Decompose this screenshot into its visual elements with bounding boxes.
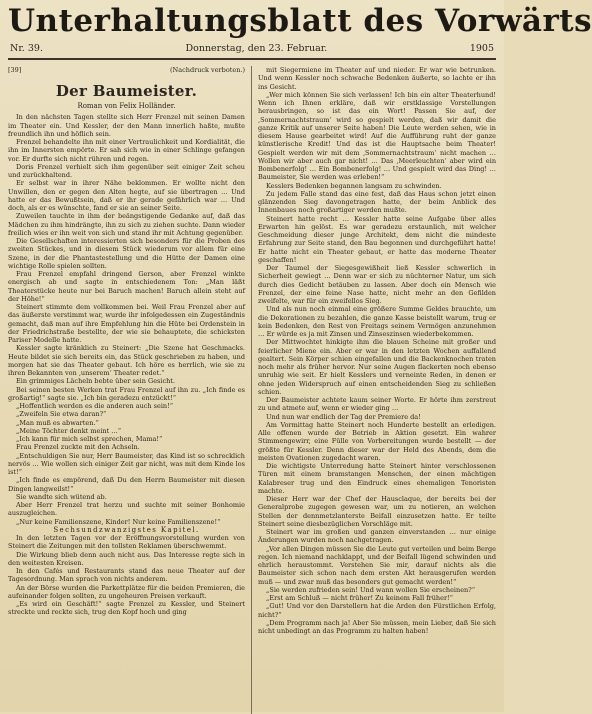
masthead-title: Unterhaltungsblatt des Vorwärts [8,3,592,39]
paragraph: Zu jedem Falle stand das eine fest, daß das Haus schon jetzt einen glänzenden Sieg davongetragen hatte, der beim Anblick des Innenbaues noch großartiger werden mußte. [258,189,496,215]
paragraph: Und als nun noch einmal eine größere Summe Geldes brauchte, um die Dekorationen zu bezahlen, die ganze Kasse beistellt warum, trug er kein Bedenken, den Rest von Freitags seinem Vermögen anzunehmen … Er würde es ja mit Zinsen und Zinseszinsen wiederbekommen. [258,305,496,338]
paragraph: Am Vormittag hatte Steinert noch Hunderte bestellt an erledigen. Alle offenen wurde der Betrieb in Aktion gesetzt. Ein wahrer Stimmengewirr, eine Fülle von Vorbereitungen wurde bestellt — der größte für Kessler. Denn dieser war der Held des Abends, dem die meisten Ovationen zugedacht waren. [258,420,496,462]
paragraph: Kessler sagte kränklich zu Steinert: „Die Szene hat Geschmacks. Heute bildet sie sich bereits ein, das Stück geschrieben zu haben, und morgen hat sie das Theater gebaut. Ich höre es herrlich, wie sie zu ihren Bekannten von ‚unserem‘ Theater redet.“ [8,344,245,377]
paragraph: Die wichtigste Unterredung hatte Steinert hinter verschlossenen Türen mit einem bramstangen Menschen, der einen mächtigen Kalabreser trug und den Eindruck eines ehemaligen Tenoristen machte. [258,462,496,495]
paragraph: Sie wandte sich wütend ab. [16,492,107,501]
left-body [8,113,245,526]
paragraph: Der Taumel der Siegesgewißheit ließ Kessler schwerlich in Sicherheit gewiegt … Denn war er sich zu nüchterner Natur, um sich durch dies Gedicht betäuben zu lassen. Aber doch ein Mensch wie Frenzel, der eine feine Nase hatte, nicht mehr an den Gefilden zweifelte, war für ein zweifellos Sieg. [258,264,496,305]
paragraph: „Nur keine Familienszene, Kinder! Nur keine Familienszene!“ [16,517,221,526]
section-number: [39] [8,66,22,74]
paragraph: Dieser Herr war der Chef der Hausclaque, der bereits bei der Generalprobe zugegen gewesen war, um zu notieren, an welchen Stellen der dennmetzlanterste Beifall einzusetzen hatte. Er teilte Steinert seine diesbezüglichen Vorschläge mit. [258,495,496,528]
paragraph: Frau Frenzel zuckte mit den Achseln. [16,443,140,452]
paragraph: „Entschuldigen Sie nur, Herr Baumeister, das Kind ist so schrecklich nervös … Wie wollen sich einiger Zeit gar nicht, was mit dem Kinde los ist!“ [8,451,245,476]
paragraph: Frau Frenzel empfahl dringend Gerson, aber Frenzel winkte energisch ab und sagte in entschiedenem Ton: „Man läßt Theaterstücke heute nur bei Baruch machen! Baruch allein steht auf der Höhe!“ [8,270,245,303]
paragraph: „Ich finde es empörend, daß Du den Herrn Baumeister mit diesen Dingen langweilst!“ [8,476,245,493]
paragraph: Steinert war im großen und ganzen einverstanden … nur einige Änderungen wurden noch nachgetragen. [258,528,496,545]
paragraph: In den Cafés und Restaurants stand das neue Theater auf der Tagesordnung. Man sprach von nichts anderem. [8,567,245,584]
paragraph: Frenzel behandelte ihn mit einer Vertraulichkeit und Kordialität, die ihn im Innersten empörte. Er sah sich wie in einer Schlinge gefangen vor. Er durfte sich nicht rühren und regen. [8,138,245,163]
paragraph: Bei seinen besten Werken trat Frau Frenzel auf ihn zu. „Ich finde es großartig!“ sagte sie. „Ich bin geradezu entzückt!“ [8,385,245,402]
paragraph: Und nun war endlich der Tag der Premiere da! [266,412,421,421]
chapter-heading: Sechsundzwanzigstes Kapitel. [53,525,200,534]
paragraph: „Wer mich können Sie sich verlassen! Ich bin ein alter Theaterhund! Wenn ich Ihnen erkläre, daß wir erstklassige Vorstellungen herausbringen, so ist das ein Wort! Passen Sie auf, der ‚Sommernachtstraum‘ wird so gespielt werden, daß wir damit die ganze Kritik auf unserer Seite haben! Die Leute werden sehen, wie in diesem Hause gearbeitet wird! Auf die Aufführung ruht der ganze künstlerische Kredit! Und das ist die Hauptsache beim Theater! Gespielt werden wir mit dem ‚Sommernachtstraum‘ nicht machen … Wollen wir aber auch gar nicht! … Das ‚Meerleuchten‘ aber wird ein Bombenerfolg! … Ein Bombenerfolg! … Und gespielt wird das Ding! … Baumeister, Sie werden was erleben!“ [258,90,496,182]
paragraph: Kesslers Bedenken begannen langsam zu schwinden. [266,181,442,190]
reprint-note: (Nachdruck verboten.) [170,66,245,74]
issue-bar [8,40,496,60]
paragraph: „Man muß es abwarten.“ [16,418,99,427]
paragraph: Steinert hatte recht … Kessler hatte seine Aufgabe über alles Erwarten hin gelöst. Es war geradezu erstaunlich, mit welcher Geschmeidung dieser junge Architekt, dem nicht die mindeste Erfahrung zur Seite stand, den Bau begonnen und durchgeführt hatte! Er hatte nicht ein Theater gebaut, er hatte das moderne Theater geschaffen! [258,214,496,264]
paragraph: Der Mittwochtet hinkigte ihm die blauen Scheine mit großer und feierlicher Miene ein. Aber er war in den letzten Wochen auffallend gealtert. Sein Körper schien eingefallen und die Backenknochen traten noch mehr als früher hervor. Nur seine Augen flackerten noch ebenso unruhig wie seit. Er hielt Kesslers und verneinte Reden, in denen er ohne jeden Widerspruch auf einen entscheidenden Sieg zu schließen schien. [258,338,496,396]
paragraph: Die Wirkung blieb denn auch nicht aus. Das Interesse regte sich in den weitesten Kreisen. [8,550,245,567]
paragraph: Aber Herr Frenzel trat herzu und suchte mit seiner Bonhomie auszugleichen. [8,501,245,518]
paragraph: „Gut! Und vor den Darstellern hat die Arden den Fürstlichen Erfolg, nicht?“ [258,602,496,619]
article-columns [8,66,496,714]
right-column [252,66,496,714]
right-body [258,66,496,635]
feuilleton-topline [8,66,245,78]
byline: Roman von Felix Holländer. [77,102,176,110]
paragraph: In den nächsten Tagen stellte sich Herr Frenzel mit seinen Damen im Theater ein. Und Kessler, der den Mann innerlich haßte, mußte freundlich ihn und höflich sein. [8,113,245,138]
paragraph: „Sie werden zufrieden sein! Und wann wollen Sie erscheinen?“ [266,585,476,594]
paragraph: „Zweifeln Sie etwa daran?“ [16,410,107,419]
paragraph: Der Baumeister achtete kaum seiner Worte. Er hörte ihm zerstreut zu und atmete auf, wenn er wieder ging … [258,396,496,413]
paragraph: „Es wird ein Geschäft!“ sagte Frenzel zu Kessler, und Steinert streckte und reckte sich, trug den Kopf hoch und ging [8,600,245,617]
paragraph: „Dem Programm nach ja! Aber Sie müssen, mein Lieber, daß Sie sich nicht unbedingt an das Programm zu halten haben! [258,618,496,635]
paragraph: „Erst am Schluß — nicht früher! Zu keinem Fall früher!“ [266,594,453,602]
issue-number: Nr. 39. [10,42,43,54]
paragraph: Die Gesellschaften interessierten sich besonders für die Proben des zweiten Stückes, und in diesem Stück wiederum vor allem für eine Szene, in der die Phantastestellung und die Hütte der Damen eine wichtige Rolle spielen sollten. [8,237,245,270]
paragraph: An der Börse wurden die Parkettplätze für die beiden Premieren, die aufeinander folgen sollten, zu ungeheuren Preisen verkauft. [8,583,245,600]
feuilleton-title: Der Baumeister. [55,82,198,100]
left-column [8,66,252,714]
paragraph: Zuweilen tauchte in ihm der beängstigende Gedanke auf, daß das Mädchen zu ihm hindrängte, ihn zu sich zu ziehen suchte. Dann wieder freilich wies er ihn weit von sich und stand ihr mit Achtung gegenüber. [8,212,245,237]
paragraph: Ein grimmiges Lächeln bebte über sein Gesicht. [16,377,175,386]
paragraph: mit Siegermiene im Theater auf und nieder. Er war wie betrunken. Und wenn Kessler noch schwache Bedenken äußerte, so lachte er ihn ins Gesicht. [258,66,496,91]
left-body-2 [8,534,245,617]
paragraph: Steinert stimmte dem vollkommen bei. Weil Frau Frenzel aber auf das äußerste verstimmt war, wurde ihr infolgedessen ein Zugeständnis gemacht, daß man auf ihre Empfehlung hin die Hüte bei Ordenstein in der Friedrichstraße bestellte, der wie sie behauptete, die schicksten Pariser Modelle hatte. [8,303,245,344]
paragraph: Er selbst war in ihrer Nähe beklommen. Er wollte nicht den Unwillen, den er gegen den Alten hegte, auf sie übertragen … Und hatte er das Bewußtsein, daß er ihr gerade gefährlich war … Und doch, als er es wünschte, fand er sie an seiner Seite. [8,179,245,212]
issue-year: 1905 [469,42,494,54]
paragraph: Doris Frenzel verhielt sich ihm gegenüber seit einiger Zeit scheu und zurückhaltend. [8,162,245,179]
paragraph: „Ich kann für mich selbst sprechen, Mama!“ [16,435,163,443]
paragraph: In den letzten Tagen vor der Eröffnungsvorstellung wurden von Steinert die Zeitungen mit den tollsten Reklamen überschwemmt. [8,534,245,551]
paragraph: „Meine Töchter denkt meint …“ [16,426,122,435]
issue-date: Donnerstag, den 23. Februar. [185,42,328,54]
paragraph: „Vor allen Dingen müssen Sie die Leute gut verteilen und beim Berge regen. Ich niemand nachklappt, und der Beifall lügend schwinden und ehrlich heraustommt. Verstehen Sie mir, darauf nichts als die Baumeister sich schon nach dem ersten Akt herausgerufen werden muß — und zwar muß das besonders gut gemacht werden!“ [258,544,496,586]
paragraph: „Hoffentlich werden es die anderen auch sein!“ [16,402,174,410]
